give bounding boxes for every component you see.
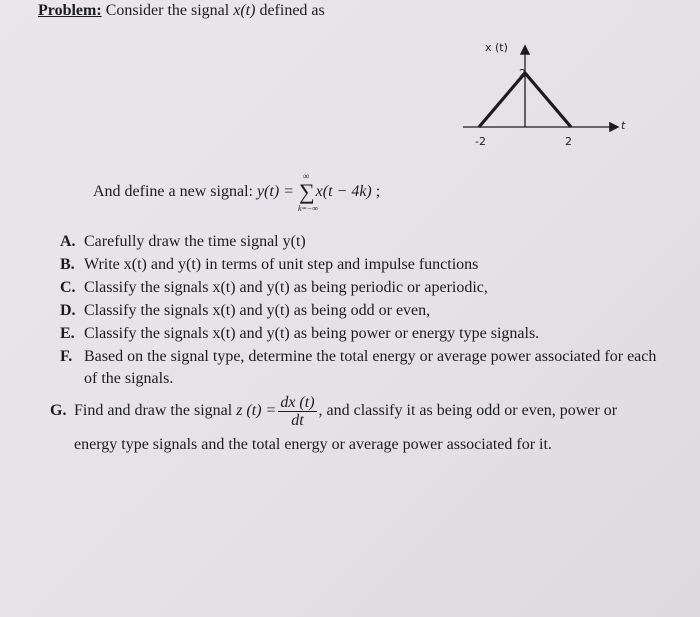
question-f-continued: of the signals. — [84, 370, 174, 387]
question-letter: B. — [60, 256, 75, 273]
definition-prefix: And define a new signal: — [93, 183, 257, 200]
question-d — [60, 302, 430, 320]
summation-lower: k=−∞ — [297, 204, 319, 213]
derivative-denominator: dt — [291, 412, 304, 429]
definition-suffix: ; — [371, 183, 381, 200]
x-tick-right: 2 — [565, 135, 572, 148]
signal-definition — [93, 171, 381, 213]
question-letter: A. — [60, 233, 76, 250]
question-letter: D. — [60, 302, 76, 319]
question-e — [60, 325, 539, 343]
question-text: Based on the signal type, determine the total energy or average power associated for each — [84, 348, 657, 365]
question-letter: E. — [60, 325, 75, 342]
question-c — [60, 279, 488, 297]
summation-symbol: ∑ ∞ k=−∞ — [297, 171, 319, 213]
problem-label: Problem: — [38, 2, 102, 19]
question-text: Write x(t) and y(t) in terms of unit step and impulse functions — [84, 256, 479, 273]
question-letter: G. — [50, 402, 67, 420]
problem-text: Consider the signal — [105, 2, 234, 19]
peak-label: 2 — [519, 67, 526, 80]
question-text: Carefully draw the time signal y(t) — [84, 233, 306, 250]
question-g-continued: energy type signals and the total energy or average power associated for it. — [74, 436, 552, 453]
problem-statement — [38, 2, 325, 20]
question-b — [60, 256, 478, 274]
summation-upper: ∞ — [302, 171, 310, 181]
question-letter: F. — [60, 348, 73, 365]
problem-signal: x(t) — [233, 2, 256, 19]
problem-text-after: defined as — [255, 2, 325, 19]
definition-summand: x(t − 4k) — [315, 183, 372, 200]
signal-graph — [455, 35, 640, 155]
x-tick-left: -2 — [475, 135, 486, 148]
y-axis-label: x (t) — [485, 41, 508, 54]
question-text: Classify the signals x(t) and y(t) as being periodic or aperiodic, — [84, 279, 488, 296]
z-signal-lhs: z (t) = — [236, 402, 277, 420]
question-a — [60, 233, 306, 251]
x-axis-label: t — [621, 119, 626, 132]
question-text-after: , and classify it as being odd or even, power or — [318, 402, 618, 420]
question-letter: C. — [60, 279, 76, 296]
question-text: Classify the signals x(t) and y(t) as being odd or even, — [84, 302, 431, 319]
derivative-numerator: dx (t) — [280, 394, 315, 411]
question-text: Classify the signals x(t) and y(t) as being power or energy type signals. — [84, 325, 540, 342]
derivative-fraction — [278, 394, 316, 429]
question-f — [60, 348, 656, 366]
question-g — [50, 394, 617, 429]
question-text: Find and draw the signal — [74, 402, 237, 420]
definition-lhs: y(t) = — [256, 183, 298, 200]
